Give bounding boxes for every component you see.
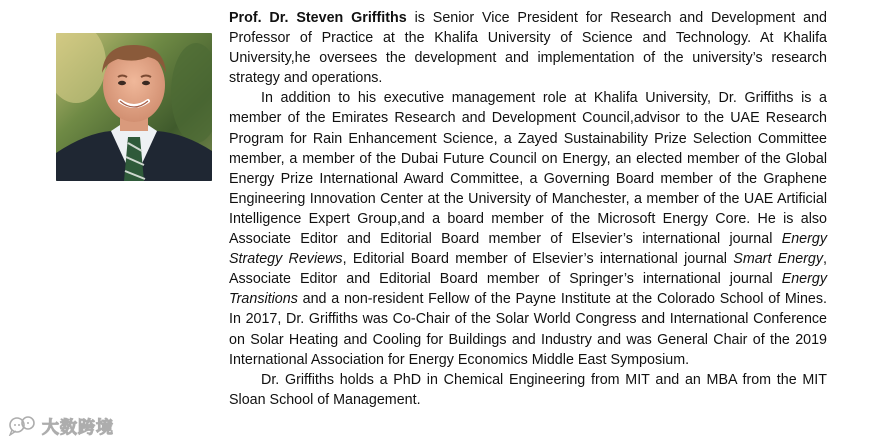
bio-paragraph-2-part-b: , Editorial Board member of Elsevier’s international journal xyxy=(342,251,734,268)
bio-paragraph-1-text: is Senior Vice President for Research and Development and Professor of Practice at the Khalifa University of Science and Technology. At Khalifa University,he oversees the development and implementation of the university’s research strategy and operations. xyxy=(229,10,827,87)
profile-photo xyxy=(56,33,212,181)
journal-smart-energy: Smart Energy xyxy=(733,251,824,268)
bio-paragraph-1 xyxy=(229,8,827,88)
bio-paragraph-3 xyxy=(229,370,827,410)
watermark-text: 大数跨境 xyxy=(42,417,114,438)
bio-paragraph-2-part-a: In addition to his executive management role at Khalifa University, Dr. Griffiths is a member of the Emirates Research and Development Council,advisor to the UAE Research Program for Rain Enhancement Science, a Zayed Sustainability Prize Selection Committee member, a member of the Dubai Future Council on Energy, an elected member of the Global Energy Prize International Award Committee, a Governing Board member of the Graphene Engineering Innovation Center at the University of Manchester, a member of the UAE Artificial Intelligence Expert Group,and a board member of the Microsoft Energy Core. He is also Associate Editor and Editorial Board member of Elsevier’s international journal xyxy=(229,90,827,248)
bio-paragraph-2 xyxy=(229,88,827,369)
watermark xyxy=(8,412,114,438)
portrait-illustration xyxy=(56,33,212,181)
journal-energy-strategy-reviews: Energy Strategy Reviews xyxy=(229,231,827,268)
biography-text xyxy=(229,8,827,410)
journal-energy-transitions: Energy Transitions xyxy=(229,271,827,308)
person-name: Prof. Dr. Steven Griffiths xyxy=(229,10,407,26)
bio-paragraph-2-part-d: and a non-resident Fellow of the Payne Institute at the Colorado School of Mines. In 2017, Dr. Griffiths was Co-Chair of the Solar World Congress and International Conference on Solar Heating and Cooling for Buildings and Industry and was General Chair of the 2019 International Association for Energy Economics Middle East Symposium. xyxy=(229,291,827,368)
bio-paragraph-2-part-c: , Associate Editor and Editorial Board member of Springer’s international journal xyxy=(229,251,827,288)
speech-bubble-logo-icon xyxy=(8,414,38,436)
bio-paragraph-3-text: Dr. Griffiths holds a PhD in Chemical Engineering from MIT and an MBA from the MIT Sloan School of Management. xyxy=(229,371,827,408)
